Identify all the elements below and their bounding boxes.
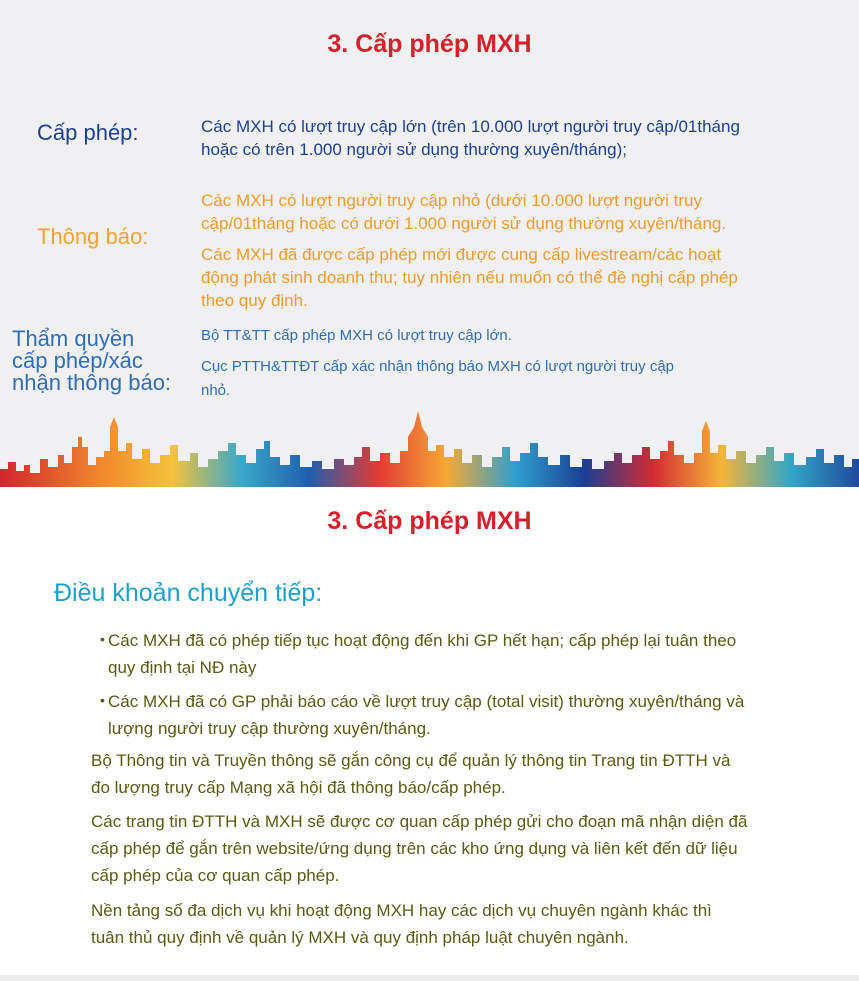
bullet-2-line-2: lượng người truy cập thường xuyên/tháng. (108, 719, 431, 738)
para-3-line-1: Nền tảng số đa dịch vụ khi hoạt động MXH hay các dịch vụ chuyên ngành khác thì (91, 901, 712, 920)
authority-line-2: Cục PTTH&TTĐT cấp xác nhận thông báo MXH có lượt người truy cập (201, 358, 674, 375)
notice-line-2: cập/01tháng hoặc có dưới 1.000 người sử dụng thường xuyên/tháng. (201, 214, 727, 233)
authority-label (12, 328, 171, 394)
notice-line-4: động phát sinh doanh thu; tuy nhiên nếu muốn có thể đề nghị cấp phép (201, 268, 738, 287)
authority-label-line-3: nhận thông báo: (12, 370, 172, 395)
city-skyline-decoration (0, 407, 859, 487)
para-2-line-2: cấp phép để gắn trên website/ứng dụng trên các kho ứng dụng và liên kết đến dữ liệu (91, 839, 738, 858)
transition-heading: Điều khoản chuyển tiếp: (54, 579, 323, 607)
authority-label-line-1: Thẩm quyền (12, 326, 135, 351)
para-2-line-1: Các trang tin ĐTTH và MXH sẽ được cơ quan cấp phép gửi cho đoạn mã nhận diện đã (91, 812, 748, 831)
bullet-1-line-1: Các MXH đã có phép tiếp tục hoạt động đến khi GP hết hạn; cấp phép lại tuân theo (108, 631, 737, 650)
slide-2-title: 3. Cấp phép MXH (327, 507, 532, 535)
notice-label: Thông báo: (37, 224, 149, 249)
slide-2 (0, 487, 859, 981)
authority-label-line-2: cấp phép/xác (12, 348, 143, 373)
license-label: Cấp phép: (37, 120, 139, 145)
authority-line-3: nhỏ. (201, 382, 231, 399)
notice-line-5: theo quy định. (201, 291, 308, 310)
slide-1 (0, 0, 859, 487)
authority-line-1: Bộ TT&TT cấp phép MXH có lượt truy cập lớn. (201, 327, 512, 344)
bullet-1-line-2: quy định tại NĐ này (108, 658, 257, 677)
para-1-line-1: Bộ Thông tin và Truyền thông sẽ gắn công cụ để quản lý thông tin Trang tin ĐTTH và (91, 751, 731, 770)
bullet-icon: • (100, 631, 105, 647)
bullet-icon: • (100, 692, 105, 708)
slide-1-title: 3. Cấp phép MXH (327, 30, 532, 58)
para-3-line-2: tuân thủ quy định về quản lý MXH và quy định pháp luật chuyên ngành. (91, 928, 629, 947)
bottom-divider (0, 975, 859, 981)
license-line-1: Các MXH có lượt truy cập lớn (trên 10.000 lượt người truy cập/01tháng (201, 117, 740, 136)
para-1-line-2: đo lượng truy cấp Mạng xã hội đã thông báo/cấp phép. (91, 778, 506, 797)
license-line-2: hoặc có trên 1.000 người sử dụng thường xuyên/tháng); (201, 140, 627, 159)
para-2-line-3: cấp phép của cơ quan cấp phép. (91, 866, 340, 885)
notice-line-3: Các MXH đã được cấp phép mới được cung cấp livestream/các hoạt (201, 245, 722, 264)
notice-line-1: Các MXH có lượt người truy cập nhỏ (dưới 10.000 lượt người truy (201, 191, 702, 210)
bullet-2-line-1: Các MXH đã có GP phải báo cáo về lượt truy cập (total visit) thường xuyên/tháng và (108, 692, 745, 711)
